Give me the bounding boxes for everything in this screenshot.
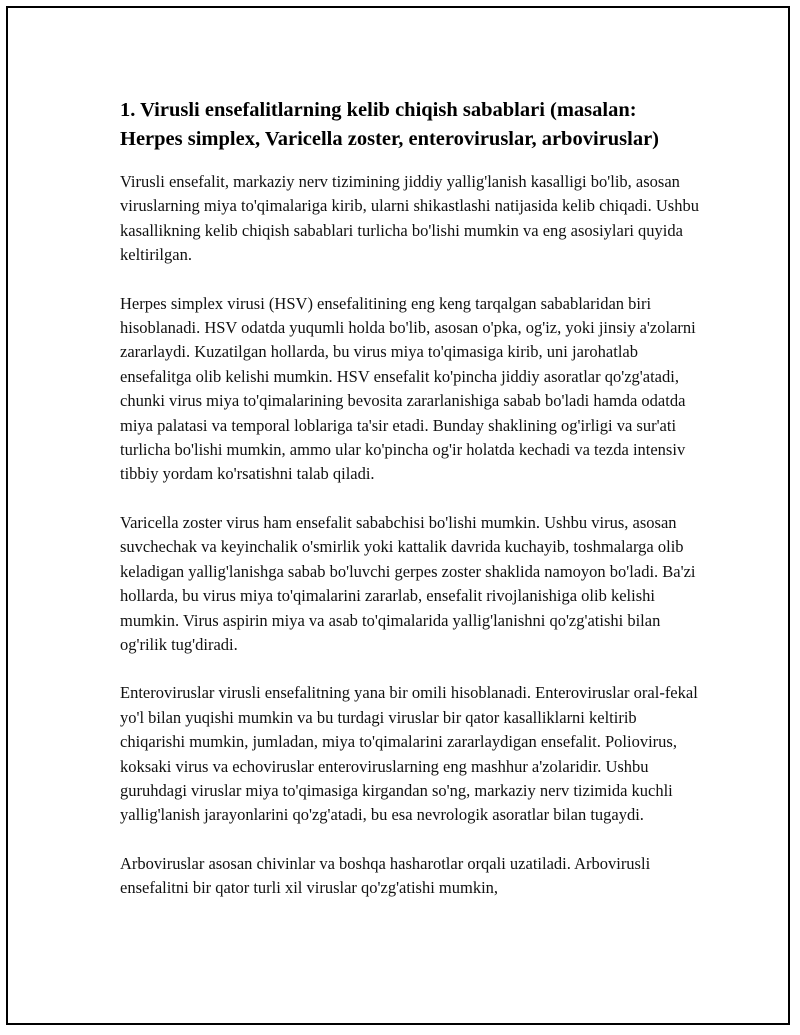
paragraph-intro: Virusli ensefalit, markaziy nerv tizimining jiddiy yallig'lanish kasalligi bo'lib, asosan viruslarning miya to'qimalariga kirib, ularni shikastlashi natijasida kelib chiqadi. Ushbu kasallikning kelib chiqish sabablari turlicha bo'lishi mumkin va eng asosiylari quyida keltirilgan. bbox=[120, 172, 699, 265]
document-body bbox=[120, 96, 700, 925]
page-frame bbox=[6, 6, 790, 1025]
paragraph-enteroviruses: Enteroviruslar virusli ensefalitning yana bir omili hisoblanadi. Enteroviruslar oral-fekal yo'l bilan yuqishi mumkin va bu turdagi viruslar bir qator kasalliklarni keltirib chiqarishi mumkin, jumladan, miya to'qimalarini zararlaydigan ensefalit. Poliovirus, koksaki virus va echoviruslar enteroviruslarning eng mashhur a'zolaridir. Ushbu guruhdagi viruslar miya to'qimasiga kirgandan so'ng, markaziy nerv tizimida kuchli yallig'lanish jarayonlarini qo'zg'atadi, bu esa nevrologik asoratlar bilan tugaydi. bbox=[120, 683, 698, 825]
paragraph-arboviruses: Arboviruslar asosan chivinlar va boshqa hasharotlar orqali uzatiladi. Arbovirusli ensefalitni bir qator turli xil viruslar qo'zg'atishi mumkin, bbox=[120, 853, 651, 898]
section-heading: 1. Virusli ensefalitlarning kelib chiqish sabablari (masalan: Herpes simplex, Varicella zoster, enteroviruslar, arboviruslar) bbox=[120, 99, 660, 150]
paragraph-herpes-simplex: Herpes simplex virusi (HSV) ensefalitining eng keng tarqalgan sabablaridan biri hisoblanadi. HSV odatda yuqumli holda bo'lib, asosan o'pka, og'iz, yoki jinsiy a'zolarni zararlaydi. Kuzatilgan hollarda, bu virus miya to'qimasiga kirib, uni jarohatlab ensefalitga olib kelishi mumkin. HSV ensefalit ko'pincha jiddiy asoratlar qo'zg'atadi, chunki virus miya to'qimalarining bevosita zararlanishiga sabab bo'ladi hamda odatda miya palatasi va temporal loblariga ta'sir etadi. Bunday shaklining og'irligi va sur'ati turlicha bo'lishi mumkin, ammo ular ko'pincha og'ir holatda kechadi va tezda intensiv tibbiy yordam ko'rsatishni talab qiladi. bbox=[120, 293, 696, 484]
paragraph-varicella-zoster: Varicella zoster virus ham ensefalit sababchisi bo'lishi mumkin. Ushbu virus, asosan suvchechak va keyinchalik o'smirlik yoki kattalik davrida kuchayib, toshmalarga olib keladigan yallig'lanishga sabab bo'luvchi gerpes zoster shaklida namoyon bo'ladi. Ba'zi hollarda, bu virus miya to'qimalarini zararlab, ensefalit rivojlanishiga olib kelishi mumkin. Virus aspirin miya va asab to'qimalarida yallig'lanishni qo'zg'atishi bilan og'rilik tug'diradi. bbox=[120, 512, 696, 654]
